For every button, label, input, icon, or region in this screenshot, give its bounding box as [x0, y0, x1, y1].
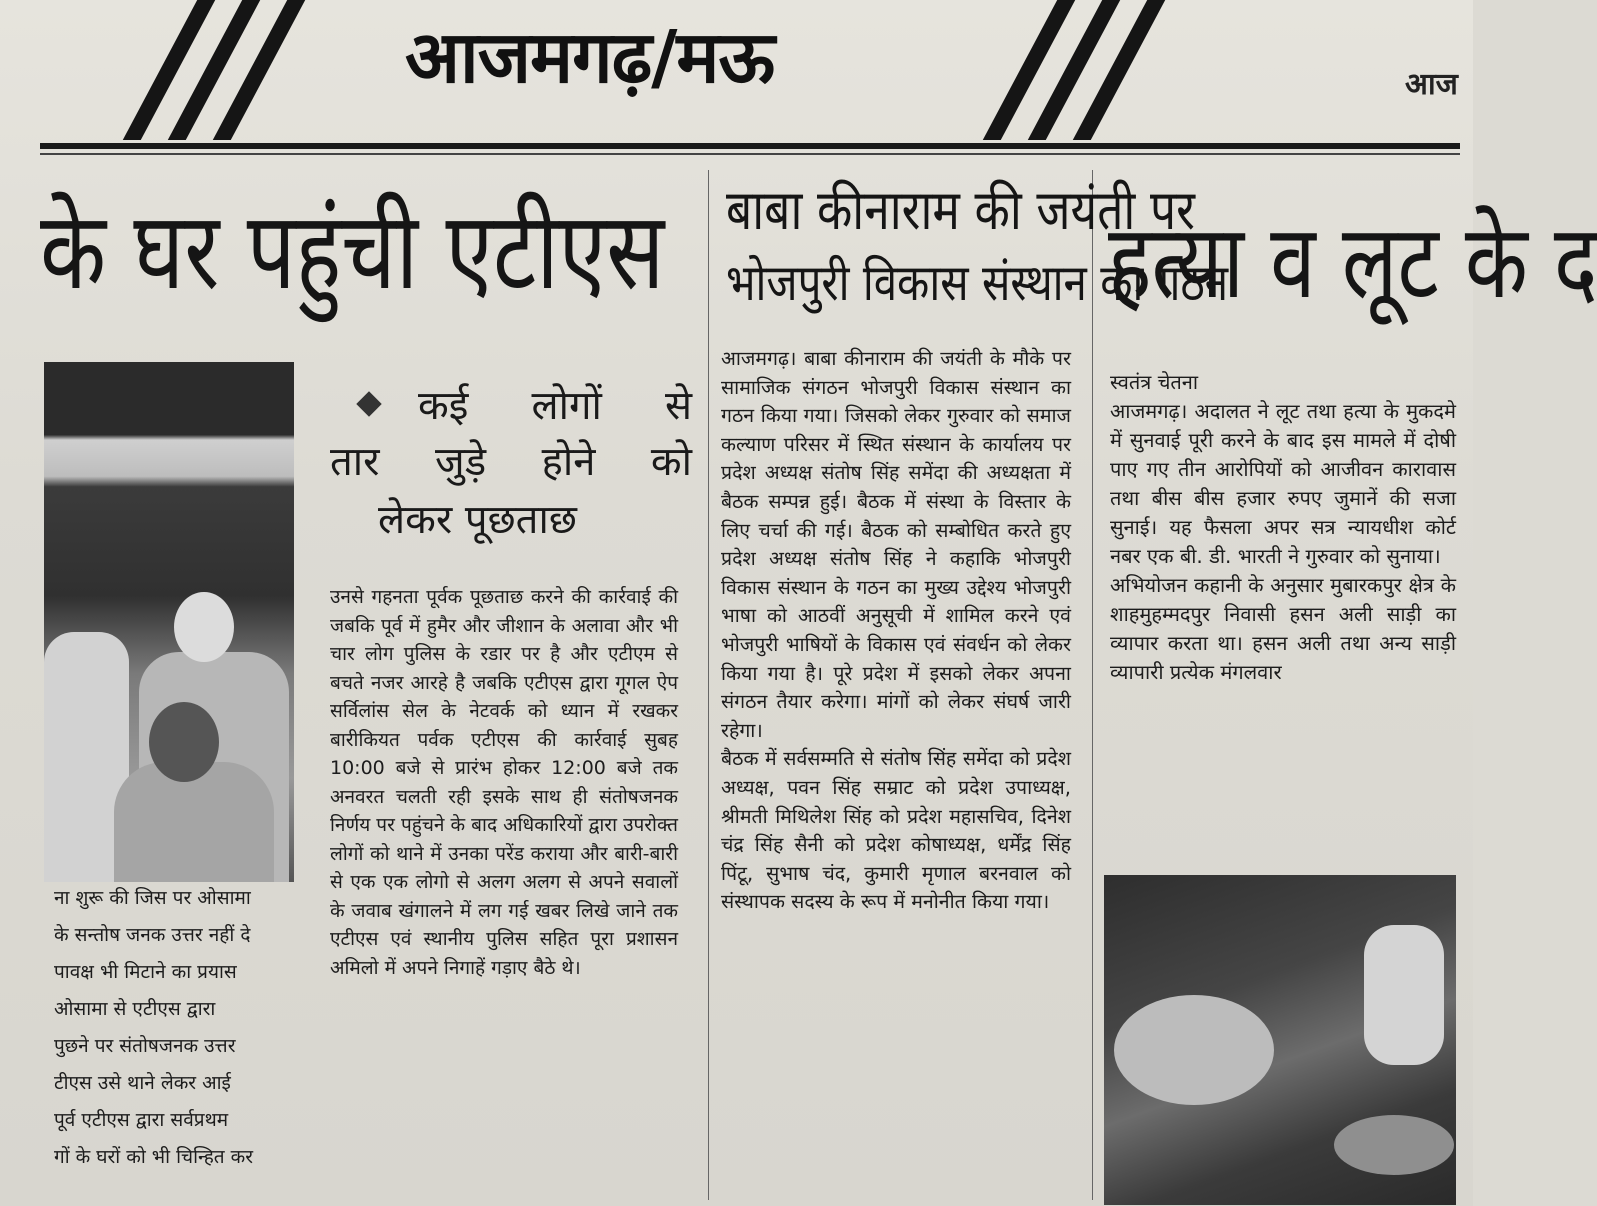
byline: स्वतंत्र चेतना — [1110, 370, 1199, 394]
kicker-last-line: लेकर पूछताछ — [378, 497, 577, 543]
diamond-bullet-icon — [356, 391, 381, 416]
next-section-fragment: आज — [1405, 67, 1458, 102]
headline-jayanti-line1: बाबा कीनाराम की जयंती पर — [726, 177, 1195, 242]
masthead-stripes-left — [120, 0, 290, 140]
news-photo-ats — [44, 362, 294, 882]
murder-story-body: स्वतंत्र चेतना आजमगढ़। अदालत ने लूट तथा हत्या के मुकदमे में सुनवाई पूरी करने के बाद इस मामले में दोषी पाए गए तीन आरोपियों को आजीवन कारावास तथा बीस बीस हजार रुपए जुमानें की सजा सुनाई। यह फैसला अपर सत्र न्यायधीश कोर्ट नबर एक बी. डी. भारती ने गुरुवार को सुनाया। अभियोजन कहानी के अनुसार मुबारकपुर क्षेत्र के शाहमुहम्मदपुर निवासी हसन अली साड़ी का व्यापार करता था। हसन अली तथा अन्य साड़ी व्यापारी प्रत्येक मंगलवार — [1110, 370, 1456, 684]
section-title: आजमगढ़/मऊ — [405, 15, 775, 99]
masthead-rule — [40, 143, 1460, 149]
jayanti-story-body: आजमगढ़। बाबा कीनाराम की जयंती के मौके पर सामाजिक संगठन भोजपुरी विकास संस्थान का गठन किया गया। जिसको लेकर गुरुवार को समाज कल्याण परिसर में स्थित संस्थान के कार्यालय पर प्रदेश अध्यक्ष संतोष सिंह समेंदा की अध्यक्षता में बैठक सम्पन्न हुई। बैठक में संस्था के विस्तार के लिए चर्चा की गई। बैठक को सम्बोधित करते हुए प्रदेश अध्यक्ष संतोष सिंह ने कहाकि भोजपुरी विकास संस्थान के गठन का मुख्य उद्देश्य भोजपुरी भाषा को आठवीं अनुसूची में शामिल करने एवं भोजपुरी भाषियों के विकास एवं संवर्धन को लेकर किया गया है। पूरे प्रदेश में इसको लेकर अपना संगठन तैयार करेगा। मांगों को लेकर संघर्ष जारी रहेगा। बैठक में सर्वसम्मति से संतोष सिंह समेंदा को प्रदेश अध्यक्ष, पवन सिंह सम्राट को प्रदेश उपाध्यक्ष, श्रीमती मिथिलेश सिंह को प्रदेश महासचिव, दिनेश चंद्र सिंह सैनी को प्रदेश कोषाध्यक्ष, धर्मेंद्र सिंह पिंटू, सुभाष चंद, कुमारी मृणाल बरनवाल को संस्थापक सदस्य के रूप में मनोनीत किया गया। — [721, 347, 1071, 914]
ats-story-fragment: ना शुरू की जिस पर ओसामा के सन्तोष जनक उत्तर नहीं दे पावक्ष भी मिटाने का प्रयास ओसामा से एटीएस द्वारा पुछने पर संतोषजनक उत्तर टीएस उसे थाने लेकर आई पूर्व एटीएस द्वारा सर्वप्रथम गों के घरों को भी चिन्हित कर — [54, 887, 254, 1168]
column-divider — [708, 170, 709, 1200]
news-photo-court — [1104, 875, 1456, 1205]
masthead-rule-thin — [40, 153, 1460, 155]
headline-ats: के घर पहुंची एटीएस — [40, 189, 665, 315]
kicker: कई लोगों से तार जुड़े होने को — [330, 383, 692, 485]
headline-murder-robbery: हत्या व लूट के द — [1108, 203, 1597, 322]
masthead-stripes-right — [990, 0, 1160, 140]
ats-story-body: उनसे गहनता पूर्वक पूछताछ करने की कार्रवाई की जबकि पूर्व में हुमैर और जीशान के अलावा और भी चार लोग पुलिस के रडार पर है और एटीएम से बचते नजर आरहे है जबकि एटीएस द्वारा गूगल ऐप सर्विलांस सेल के नेटवर्क को ध्यान में रखकर बारीकियत पर्वक एटीएस की कार्रवाई सुबह 10:00 बजे से प्रारंभ होकर 12:00 बजे तक अनवरत चलती रही इसके साथ ही संतोषजनक निर्णय पर पहुंचने के बाद अधिकारियों द्वारा उपरोक्त लोगों को थाने में उनका परेंड कराया और बारी-बारी से एक एक लोगो से अलग अलग से अपने सवालों के जवाब खंगालने में लग गई खबर लिखे जाने तक एटीएस एवं स्थानीय पुलिस सहित पूरा प्रशासन अमिलो में अपने निगाहें गड़ाए बैठे थे। — [330, 586, 678, 979]
masthead — [0, 0, 1473, 150]
column-divider — [1092, 170, 1093, 1200]
headline-jayanti-line2: भोजपुरी विकास संस्थान का गठन — [726, 253, 1229, 312]
